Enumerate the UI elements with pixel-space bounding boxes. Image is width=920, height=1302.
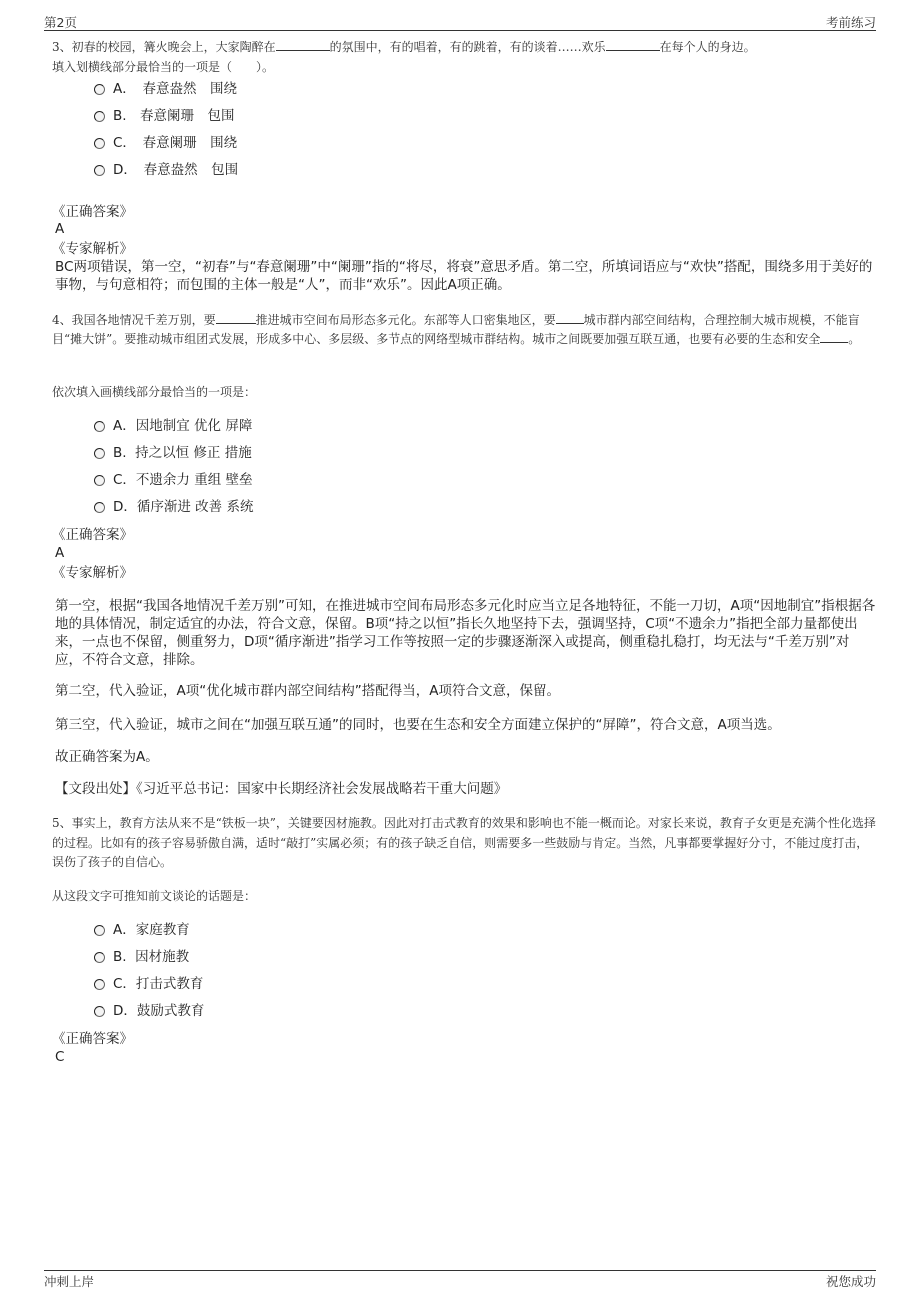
text: 3、初春的校园，篝火晚会上，大家陶醉在 xyxy=(52,40,276,54)
radio-icon[interactable] xyxy=(94,502,105,513)
option-label: C．打击式教育 xyxy=(113,976,204,992)
question-4-text xyxy=(52,311,876,348)
blank xyxy=(556,313,584,324)
analysis-paragraph: 第三空，代入验证，城市之间在“加强互联互通”的同时，也要在生态和安全方面建立保护的“屏障”，符合文意，A项当选。 xyxy=(55,717,781,733)
option-a[interactable] xyxy=(94,920,190,940)
option-c[interactable] xyxy=(94,133,237,153)
text: 。 xyxy=(848,331,861,346)
answer-value: C xyxy=(55,1049,65,1065)
option-d[interactable] xyxy=(94,160,238,180)
option-b[interactable] xyxy=(94,106,235,126)
option-label: A．家庭教育 xyxy=(113,922,190,938)
blank xyxy=(820,332,848,343)
answer-label: 《正确答案》 xyxy=(52,527,133,543)
analysis-label: 《专家解析》 xyxy=(52,565,133,581)
option-a[interactable] xyxy=(94,79,237,99)
option-label: C．不遗余力 重组 壁垒 xyxy=(113,472,253,488)
analysis-paragraph: 第一空，根据“我国各地情况千差万别”可知，在推进城市空间布局形态多元化时应当立足各地特征，不能一刀切，A项“因地制宜”指根据各地的具体情况，制定适宜的办法，符合文意，保留。B项“持之以恒”指长久地坚持下去，强调坚持，C项“不遗余力”指把全部力量都使出来，一点也不保留，侧重努力，D项“循序渐进”指学习工作等按照一定的步骤逐渐深入或提高，侧重稳扎稳打，均无法与“千差万别”对应，不符合文意，排除。 xyxy=(55,598,876,668)
option-b[interactable] xyxy=(94,947,189,967)
option-label: A．因地制宜 优化 屏障 xyxy=(113,418,253,434)
question-4-prompt: 依次填入画横线部分最恰当的一项是： xyxy=(52,385,257,399)
analysis-paragraph: 第二空，代入验证，A项“优化城市群内部空间结构”搭配得当，A项符合文意，保留。 xyxy=(55,683,560,699)
blank xyxy=(276,40,330,51)
question-5-text: 5、事实上，教育方法从来不是“铁板一块”，关键要因材施教。因此对打击式教育的效果和影响也不能一概而论。对家长来说，教育子女更是充满个性化选择的过程。比如有的孩子容易骄傲自满，适时“敲打”实属必须；有的孩子缺乏自信，则需要多一些鼓励与肯定。当然，凡事都要掌握好分寸，不能过度打击，误伤了孩子的自信心。 xyxy=(52,816,876,869)
option-label: A． 春意盎然 围绕 xyxy=(113,81,237,97)
option-label: D． 春意盎然 包围 xyxy=(113,162,239,178)
option-label: B. 春意阑珊 包围 xyxy=(113,108,235,124)
question-3-prompt: 填入划横线部分最恰当的一项是（ ）。 xyxy=(52,60,275,74)
analysis-text: BC两项错误，第一空，“初春”与“春意阑珊”中“阑珊”指的“将尽，将衰”意思矛盾。第二空，所填词语应与“欢快”搭配，围绕多用于美好的事物，与句意相符；而包围的主体一般是“人”，而非“欢乐”。因此A项正确。 xyxy=(55,259,873,293)
header-title: 考前练习 xyxy=(825,15,876,30)
text: 城市群内部空间结构，合理控制大城市规模，不能盲目“摊大饼”。要推动城市组团式发展，形成多中心、多层级、多节点的网络型城市群结构。城市之间既要加强互联互通，也要有必要的生态和安全 xyxy=(52,313,860,346)
option-d[interactable] xyxy=(94,497,253,517)
option-label: D．鼓励式教育 xyxy=(113,1003,205,1019)
option-a[interactable] xyxy=(94,416,252,436)
question-3-text xyxy=(52,38,876,57)
source-citation: 【文段出处】《习近平总书记：国家中长期经济社会发展战略若干重大问题》 xyxy=(55,781,508,797)
page-number: 第2页 xyxy=(44,15,77,30)
text: 在每个人的身边。 xyxy=(659,40,756,54)
option-c[interactable] xyxy=(94,470,253,490)
radio-icon[interactable] xyxy=(94,475,105,486)
footer-left: 冲刺上岸 xyxy=(44,1274,95,1289)
option-label: B. 因材施教 xyxy=(113,949,190,965)
radio-icon[interactable] xyxy=(94,952,105,963)
header-rule xyxy=(44,30,876,31)
answer-label: 《正确答案》 xyxy=(52,1031,133,1047)
answer-value: A xyxy=(55,221,65,237)
answer-label: 《正确答案》 xyxy=(52,204,133,220)
text: 4、我国各地情况千差万别，要 xyxy=(52,313,216,327)
analysis-paragraph: 故正确答案为A。 xyxy=(55,749,159,765)
option-b[interactable] xyxy=(94,443,252,463)
radio-icon[interactable] xyxy=(94,925,105,936)
radio-icon[interactable] xyxy=(94,138,105,149)
option-label: C． 春意阑珊 围绕 xyxy=(113,135,238,151)
footer-right: 祝您成功 xyxy=(825,1274,876,1289)
radio-icon[interactable] xyxy=(94,165,105,176)
radio-icon[interactable] xyxy=(94,1006,105,1017)
blank xyxy=(606,40,660,51)
blank xyxy=(216,313,256,324)
text: 推进城市空间布局形态多元化。东部等人口密集地区，要 xyxy=(255,313,556,327)
option-c[interactable] xyxy=(94,974,203,994)
radio-icon[interactable] xyxy=(94,979,105,990)
analysis-label: 《专家解析》 xyxy=(52,241,133,257)
radio-icon[interactable] xyxy=(94,448,105,459)
answer-value: A xyxy=(55,545,65,561)
radio-icon[interactable] xyxy=(94,84,105,95)
text: 的氛围中，有的唱着，有的跳着，有的谈着……欢乐 xyxy=(329,40,606,54)
radio-icon[interactable] xyxy=(94,111,105,122)
option-label: D．循序渐进 改善 系统 xyxy=(113,499,254,515)
question-5-prompt: 从这段文字可推知前文谈论的话题是： xyxy=(52,889,257,903)
radio-icon[interactable] xyxy=(94,421,105,432)
footer-rule xyxy=(44,1270,876,1271)
option-label: B. 持之以恒 修正 措施 xyxy=(113,445,252,461)
option-d[interactable] xyxy=(94,1001,204,1021)
